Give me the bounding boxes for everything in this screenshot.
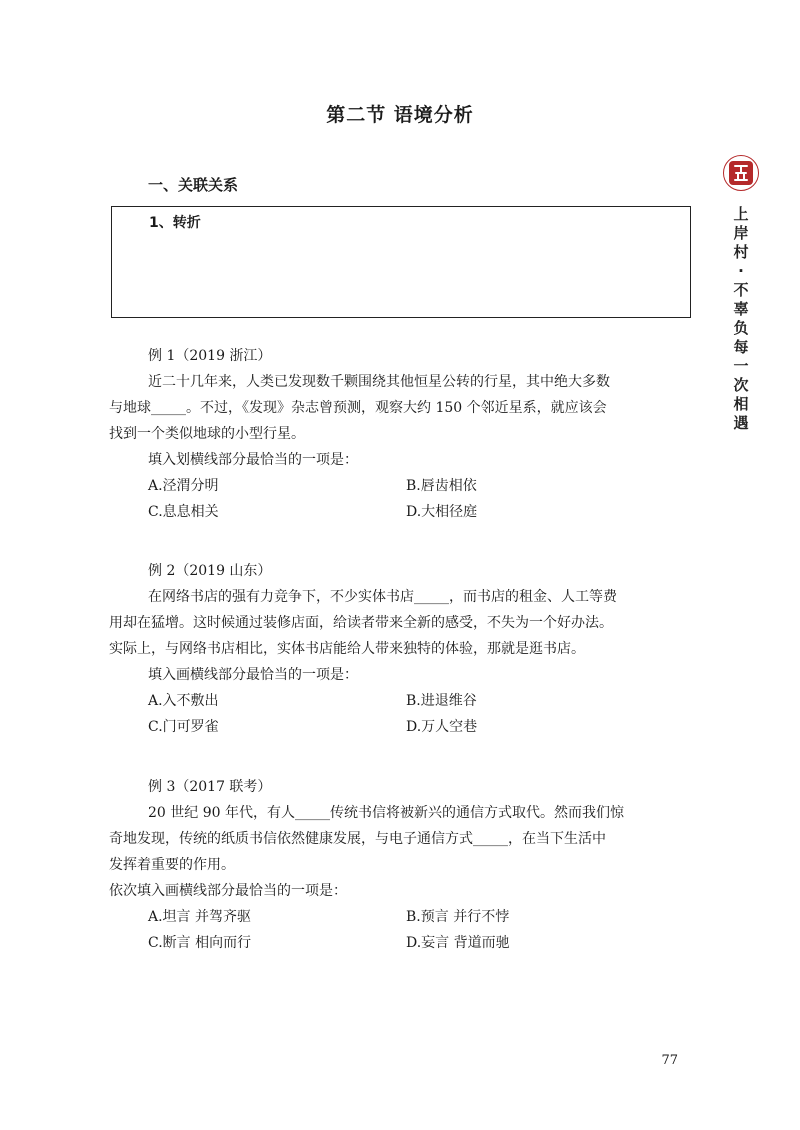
- stem-line: 在网络书店的强有力竞争下，不少实体书店_____，而书店的租金、人工等费: [148, 589, 617, 605]
- side-slogan: [730, 205, 752, 433]
- slogan-char: 每: [733, 338, 749, 356]
- example-1: [109, 343, 688, 525]
- stem-line: 用却在猛增。这时候通过装修店面，给读者带来全新的感受，不失为一个好办法。: [109, 615, 613, 631]
- example-3: [109, 774, 688, 956]
- example-label: 例 2（2019 山东）: [148, 563, 272, 579]
- option-b: B.唇齿相依: [406, 478, 477, 494]
- slogan-char: 不: [733, 281, 749, 299]
- page-number: 77: [661, 1053, 678, 1068]
- example-stem: [109, 800, 688, 878]
- options: [148, 473, 688, 525]
- options: [148, 904, 688, 956]
- slogan-char: 负: [733, 319, 749, 337]
- example-label: 例 1（2019 浙江）: [148, 348, 272, 364]
- topic-box-title: 1、转折: [149, 215, 201, 231]
- option-a: A.入不敷出: [148, 693, 219, 709]
- stem-line: 发挥着重要的作用。: [109, 857, 235, 873]
- slogan-char: 辜: [733, 300, 749, 318]
- example-question: 依次填入画横线部分最恰当的一项是：: [109, 883, 347, 899]
- example-2: [109, 558, 688, 740]
- example-question: 填入画横线部分最恰当的一项是：: [148, 667, 358, 683]
- stem-line: 实际上，与网络书店相比，实体书店能给人带来独特的体验，那就是逛书店。: [109, 641, 585, 657]
- option-c: C.门可罗雀: [148, 719, 219, 735]
- options: [148, 688, 688, 740]
- topic-box: [111, 206, 691, 318]
- example-stem: [109, 369, 688, 447]
- slogan-char: 岸: [733, 224, 749, 242]
- section-heading: 一、关联关系: [148, 176, 239, 194]
- stem-line: 奇地发现，传统的纸质书信依然健康发展，与电子通信方式_____，在当下生活中: [109, 831, 606, 847]
- page-title: 第二节 语境分析: [326, 104, 474, 126]
- slogan-char: 上: [733, 205, 749, 223]
- seal-mark: [729, 161, 753, 185]
- slogan-char: 次: [733, 376, 749, 394]
- slogan-char: ·: [738, 262, 744, 280]
- shang-an-cun-seal-icon: [723, 155, 759, 191]
- stem-line: 近二十几年来，人类已发现数千颗围绕其他恒星公转的行星，其中绝大多数: [148, 374, 610, 390]
- option-d: D.万人空巷: [406, 719, 478, 735]
- option-c: C.息息相关: [148, 504, 219, 520]
- option-a: A.坦言 并驾齐驱: [148, 909, 252, 925]
- slogan-char: 相: [733, 395, 749, 413]
- stem-line: 20 世纪 90 年代，有人_____传统书信将被新兴的通信方式取代。然而我们惊: [148, 805, 624, 821]
- slogan-char: 遇: [733, 414, 749, 432]
- option-a: A.泾渭分明: [148, 478, 219, 494]
- slogan-char: 村: [733, 243, 749, 261]
- example-label: 例 3（2017 联考）: [148, 779, 272, 795]
- option-d: D.妄言 背道而驰: [406, 935, 510, 951]
- option-b: B.进退维谷: [406, 693, 477, 709]
- stem-line: 与地球_____。不过，《发现》杂志曾预测，观察大约 150 个邻近星系，就应该会: [109, 400, 607, 416]
- example-question: 填入划横线部分最恰当的一项是：: [148, 452, 358, 468]
- slogan-char: 一: [733, 357, 749, 375]
- option-b: B.预言 并行不悖: [406, 909, 510, 925]
- option-c: C.断言 相向而行: [148, 935, 252, 951]
- seal-glyph-icon: [729, 161, 753, 185]
- example-stem: [109, 584, 688, 662]
- option-d: D.大相径庭: [406, 504, 478, 520]
- stem-line: 找到一个类似地球的小型行星。: [109, 426, 305, 442]
